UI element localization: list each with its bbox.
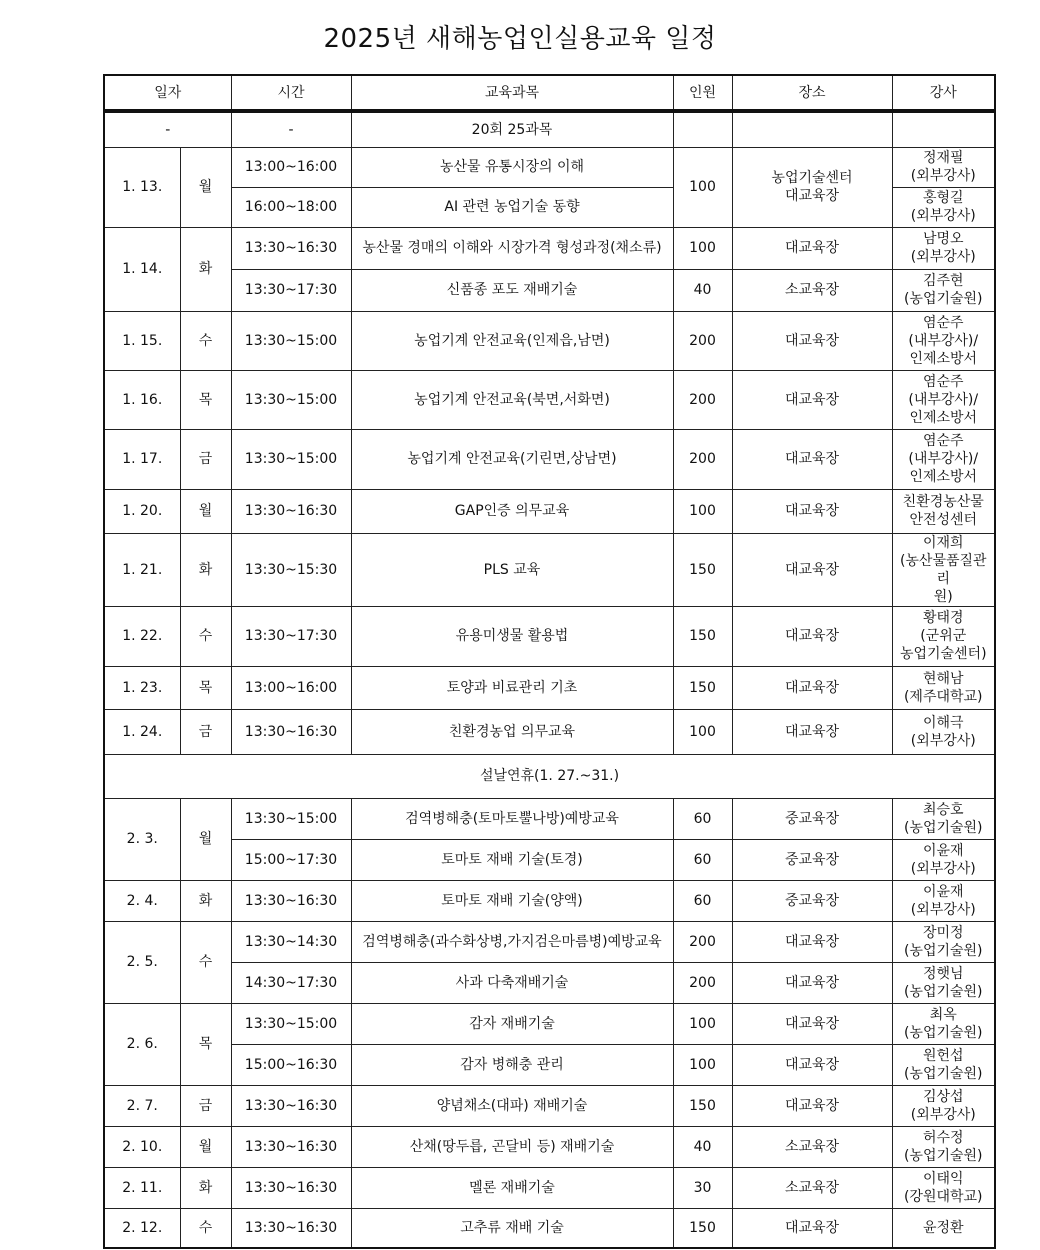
time-cell: 13:30~17:30 bbox=[231, 269, 351, 311]
table-row bbox=[104, 1044, 995, 1085]
header-place: 장소 bbox=[732, 75, 892, 111]
instructor-cell: 이해극 (외부강사) bbox=[892, 709, 995, 754]
time-cell: 13:30~16:30 bbox=[231, 1208, 351, 1248]
place-cell: 대교육장 bbox=[732, 606, 892, 666]
time-cell: 14:30~17:30 bbox=[231, 962, 351, 1003]
header-date: 일자 bbox=[104, 75, 231, 111]
date-cell: 2. 7. bbox=[104, 1085, 180, 1126]
table-row bbox=[104, 147, 995, 187]
weekday-cell: 화 bbox=[180, 1167, 231, 1208]
place-cell: 대교육장 bbox=[732, 1044, 892, 1085]
subject-cell: 고추류 재배 기술 bbox=[351, 1208, 673, 1248]
summary-time: - bbox=[231, 111, 351, 147]
place-cell: 소교육장 bbox=[732, 1126, 892, 1167]
place-cell: 대교육장 bbox=[732, 489, 892, 533]
count-cell: 150 bbox=[673, 533, 732, 606]
instructor-cell: 정햇님 (농업기술원) bbox=[892, 962, 995, 1003]
table-row bbox=[104, 429, 995, 489]
weekday-cell: 월 bbox=[180, 1126, 231, 1167]
count-cell: 100 bbox=[673, 1044, 732, 1085]
date-cell: 1. 20. bbox=[104, 489, 180, 533]
header-row bbox=[104, 75, 995, 111]
subject-cell: 양념채소(대파) 재배기술 bbox=[351, 1085, 673, 1126]
subject-cell: 토마토 재배 기술(양액) bbox=[351, 880, 673, 921]
date-cell: 2. 10. bbox=[104, 1126, 180, 1167]
subject-cell: 농산물 유통시장의 이해 bbox=[351, 147, 673, 187]
date-cell: 1. 22. bbox=[104, 606, 180, 666]
subject-cell: GAP인증 의무교육 bbox=[351, 489, 673, 533]
table-row bbox=[104, 962, 995, 1003]
subject-cell: PLS 교육 bbox=[351, 533, 673, 606]
count-cell: 40 bbox=[673, 1126, 732, 1167]
header-count: 인원 bbox=[673, 75, 732, 111]
place-cell: 중교육장 bbox=[732, 880, 892, 921]
table-row bbox=[104, 606, 995, 666]
subject-cell: 농업기계 안전교육(인제읍,남면) bbox=[351, 311, 673, 370]
instructor-cell: 이윤재 (외부강사) bbox=[892, 880, 995, 921]
time-cell: 13:30~16:30 bbox=[231, 1085, 351, 1126]
weekday-cell: 수 bbox=[180, 921, 231, 1003]
table-row bbox=[104, 839, 995, 880]
table-row bbox=[104, 533, 995, 606]
time-cell: 13:30~15:00 bbox=[231, 370, 351, 429]
time-cell: 13:30~16:30 bbox=[231, 1126, 351, 1167]
instructor-cell: 염순주 (내부강사)/ 인제소방서 bbox=[892, 370, 995, 429]
count-cell: 150 bbox=[673, 1085, 732, 1126]
holiday-label: 설날연휴(1. 27.~31.) bbox=[104, 754, 995, 798]
time-cell: 13:30~16:30 bbox=[231, 880, 351, 921]
count-cell: 200 bbox=[673, 311, 732, 370]
place-cell: 대교육장 bbox=[732, 1208, 892, 1248]
date-cell: 1. 23. bbox=[104, 666, 180, 709]
place-cell: 대교육장 bbox=[732, 370, 892, 429]
place-cell: 중교육장 bbox=[732, 839, 892, 880]
weekday-cell: 화 bbox=[180, 533, 231, 606]
count-cell: 100 bbox=[673, 147, 732, 227]
count-cell: 100 bbox=[673, 709, 732, 754]
instructor-cell: 염순주 (내부강사)/ 인제소방서 bbox=[892, 311, 995, 370]
instructor-cell: 황태경 (군위군 농업기술센터) bbox=[892, 606, 995, 666]
page-title: 2025년 새해농업인실용교육 일정 bbox=[323, 24, 717, 54]
subject-cell: 멜론 재배기술 bbox=[351, 1167, 673, 1208]
instructor-cell: 친환경농산물 안전성센터 bbox=[892, 489, 995, 533]
count-cell: 150 bbox=[673, 1208, 732, 1248]
date-cell: 1. 16. bbox=[104, 370, 180, 429]
table-row bbox=[104, 227, 995, 269]
count-cell: 150 bbox=[673, 606, 732, 666]
date-cell: 2. 11. bbox=[104, 1167, 180, 1208]
time-cell: 13:30~15:30 bbox=[231, 533, 351, 606]
instructor-cell: 정재필 (외부강사) bbox=[892, 147, 995, 187]
holiday-row bbox=[104, 754, 995, 798]
count-cell: 150 bbox=[673, 666, 732, 709]
weekday-cell: 금 bbox=[180, 1085, 231, 1126]
subject-cell: 토마토 재배 기술(토경) bbox=[351, 839, 673, 880]
count-cell: 30 bbox=[673, 1167, 732, 1208]
date-cell: 1. 15. bbox=[104, 311, 180, 370]
header-instructor: 강사 bbox=[892, 75, 995, 111]
time-cell: 13:30~15:00 bbox=[231, 429, 351, 489]
date-cell: 1. 24. bbox=[104, 709, 180, 754]
time-cell: 13:30~16:30 bbox=[231, 1167, 351, 1208]
summary-subject: 20회 25과목 bbox=[351, 111, 673, 147]
place-cell: 대교육장 bbox=[732, 311, 892, 370]
time-cell: 13:30~16:30 bbox=[231, 709, 351, 754]
instructor-cell: 윤정환 bbox=[892, 1208, 995, 1248]
subject-cell: 감자 재배기술 bbox=[351, 1003, 673, 1044]
count-cell: 100 bbox=[673, 1003, 732, 1044]
subject-cell: 유용미생물 활용법 bbox=[351, 606, 673, 666]
count-cell: 100 bbox=[673, 489, 732, 533]
time-cell: 15:00~16:30 bbox=[231, 1044, 351, 1085]
weekday-cell: 화 bbox=[180, 227, 231, 311]
date-cell: 1. 17. bbox=[104, 429, 180, 489]
place-cell: 소교육장 bbox=[732, 1167, 892, 1208]
time-cell: 13:30~16:30 bbox=[231, 227, 351, 269]
instructor-cell: 남명오 (외부강사) bbox=[892, 227, 995, 269]
subject-cell: 신품종 포도 재배기술 bbox=[351, 269, 673, 311]
time-cell: 13:30~15:00 bbox=[231, 798, 351, 839]
subject-cell: 감자 병해충 관리 bbox=[351, 1044, 673, 1085]
time-cell: 13:30~16:30 bbox=[231, 489, 351, 533]
instructor-cell: 원헌섭 (농업기술원) bbox=[892, 1044, 995, 1085]
table-row bbox=[104, 1126, 995, 1167]
subject-cell: 검역병해충(토마토뿔나방)예방교육 bbox=[351, 798, 673, 839]
subject-cell: 사과 다축재배기술 bbox=[351, 962, 673, 1003]
weekday-cell: 수 bbox=[180, 1208, 231, 1248]
date-cell: 2. 6. bbox=[104, 1003, 180, 1085]
subject-cell: 농업기계 안전교육(기린면,상남면) bbox=[351, 429, 673, 489]
place-cell: 중교육장 bbox=[732, 798, 892, 839]
weekday-cell: 금 bbox=[180, 709, 231, 754]
instructor-cell: 허수정 (농업기술원) bbox=[892, 1126, 995, 1167]
place-cell: 대교육장 bbox=[732, 962, 892, 1003]
table-row bbox=[104, 880, 995, 921]
time-cell: 13:00~16:00 bbox=[231, 147, 351, 187]
subject-cell: 검역병해충(과수화상병,가지검은마름병)예방교육 bbox=[351, 921, 673, 962]
weekday-cell: 화 bbox=[180, 880, 231, 921]
count-cell: 40 bbox=[673, 269, 732, 311]
weekday-cell: 수 bbox=[180, 606, 231, 666]
instructor-cell: 김주현 (농업기술원) bbox=[892, 269, 995, 311]
subject-cell: 농산물 경매의 이해와 시장가격 형성과정(채소류) bbox=[351, 227, 673, 269]
weekday-cell: 월 bbox=[180, 489, 231, 533]
instructor-cell: 장미정 (농업기술원) bbox=[892, 921, 995, 962]
count-cell: 200 bbox=[673, 429, 732, 489]
time-cell: 13:30~15:00 bbox=[231, 1003, 351, 1044]
instructor-cell: 이재희 (농산물품질관리 원) bbox=[892, 533, 995, 606]
instructor-cell: 염순주 (내부강사)/ 인제소방서 bbox=[892, 429, 995, 489]
time-cell: 13:00~16:00 bbox=[231, 666, 351, 709]
instructor-cell: 이태익 (강원대학교) bbox=[892, 1167, 995, 1208]
count-cell: 60 bbox=[673, 880, 732, 921]
time-cell: 16:00~18:00 bbox=[231, 187, 351, 227]
january-rows bbox=[104, 147, 995, 754]
place-cell: 농업기술센터 대교육장 bbox=[732, 147, 892, 227]
table-row bbox=[104, 269, 995, 311]
subject-cell: 산채(땅두릅, 곤달비 등) 재배기술 bbox=[351, 1126, 673, 1167]
summary-instructor bbox=[892, 111, 995, 147]
instructor-cell: 홍형길 (외부강사) bbox=[892, 187, 995, 227]
schedule-table bbox=[103, 74, 996, 1249]
place-cell: 대교육장 bbox=[732, 709, 892, 754]
place-cell: 소교육장 bbox=[732, 269, 892, 311]
header-subject: 교육과목 bbox=[351, 75, 673, 111]
date-cell: 2. 3. bbox=[104, 798, 180, 880]
table-row bbox=[104, 798, 995, 839]
date-cell: 2. 5. bbox=[104, 921, 180, 1003]
weekday-cell: 월 bbox=[180, 147, 231, 227]
weekday-cell: 수 bbox=[180, 311, 231, 370]
time-cell: 13:30~17:30 bbox=[231, 606, 351, 666]
instructor-cell: 김상섭 (외부강사) bbox=[892, 1085, 995, 1126]
place-cell: 대교육장 bbox=[732, 533, 892, 606]
count-cell: 60 bbox=[673, 798, 732, 839]
date-cell: 1. 14. bbox=[104, 227, 180, 311]
place-cell: 대교육장 bbox=[732, 666, 892, 709]
weekday-cell: 월 bbox=[180, 798, 231, 880]
subject-cell: AI 관련 농업기술 동향 bbox=[351, 187, 673, 227]
table-row bbox=[104, 666, 995, 709]
count-cell: 200 bbox=[673, 962, 732, 1003]
table-row bbox=[104, 1208, 995, 1248]
table-row bbox=[104, 1003, 995, 1044]
weekday-cell: 목 bbox=[180, 370, 231, 429]
february-rows bbox=[104, 798, 995, 1248]
place-cell: 대교육장 bbox=[732, 1003, 892, 1044]
date-cell: 1. 21. bbox=[104, 533, 180, 606]
summary-row bbox=[104, 111, 995, 147]
count-cell: 200 bbox=[673, 370, 732, 429]
summary-place bbox=[732, 111, 892, 147]
instructor-cell: 현해남 (제주대학교) bbox=[892, 666, 995, 709]
place-cell: 대교육장 bbox=[732, 227, 892, 269]
place-cell: 대교육장 bbox=[732, 1085, 892, 1126]
subject-cell: 친환경농업 의무교육 bbox=[351, 709, 673, 754]
weekday-cell: 목 bbox=[180, 666, 231, 709]
table-row bbox=[104, 489, 995, 533]
table-row bbox=[104, 370, 995, 429]
subject-cell: 토양과 비료관리 기초 bbox=[351, 666, 673, 709]
instructor-cell: 최승호 (농업기술원) bbox=[892, 798, 995, 839]
date-cell: 2. 4. bbox=[104, 880, 180, 921]
instructor-cell: 이윤재 (외부강사) bbox=[892, 839, 995, 880]
time-cell: 13:30~14:30 bbox=[231, 921, 351, 962]
count-cell: 60 bbox=[673, 839, 732, 880]
time-cell: 15:00~17:30 bbox=[231, 839, 351, 880]
header-time: 시간 bbox=[231, 75, 351, 111]
weekday-cell: 금 bbox=[180, 429, 231, 489]
summary-count bbox=[673, 111, 732, 147]
count-cell: 100 bbox=[673, 227, 732, 269]
weekday-cell: 목 bbox=[180, 1003, 231, 1085]
place-cell: 대교육장 bbox=[732, 429, 892, 489]
place-cell: 대교육장 bbox=[732, 921, 892, 962]
table-row bbox=[104, 709, 995, 754]
table-row bbox=[104, 921, 995, 962]
table-row bbox=[104, 1085, 995, 1126]
table-row bbox=[104, 311, 995, 370]
table-row bbox=[104, 1167, 995, 1208]
instructor-cell: 최옥 (농업기술원) bbox=[892, 1003, 995, 1044]
count-cell: 200 bbox=[673, 921, 732, 962]
subject-cell: 농업기계 안전교육(북면,서화면) bbox=[351, 370, 673, 429]
summary-date: - bbox=[104, 111, 231, 147]
date-cell: 2. 12. bbox=[104, 1208, 180, 1248]
date-cell: 1. 13. bbox=[104, 147, 180, 227]
time-cell: 13:30~15:00 bbox=[231, 311, 351, 370]
